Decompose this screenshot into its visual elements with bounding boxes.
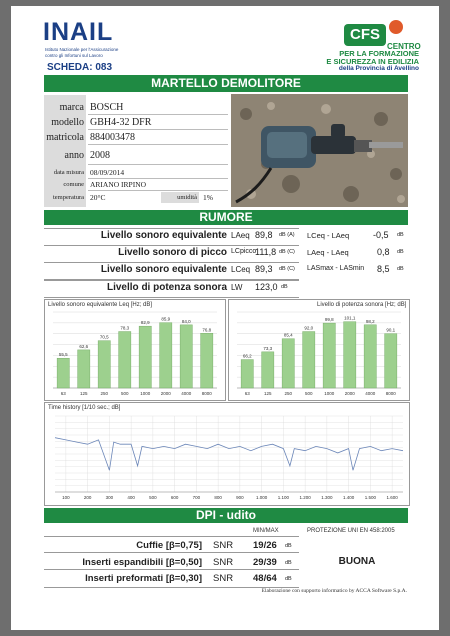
marca-value: BOSCH [90,102,124,113]
matricola-value: 884003478 [90,132,135,143]
inail-org-line1: Istituto Nazionale per l'Assicurazione [45,47,119,52]
cfs-line1: PER LA FORMAZIONE [339,49,419,58]
rumore-row-1-unit: dB (A) [279,232,295,238]
rumore-bar: RUMORE [44,210,408,225]
lw-chart-bar [323,323,335,388]
dpi-row-2-snr: SNR [213,557,234,568]
leq-chart-data-label: 85,9 [161,316,171,322]
datasheet-page [11,6,439,630]
footer-credit: Elaborazione con supporto informatico by ACCA Software S.p.A. [261,588,407,594]
rumore-row-2-value: 111,8 [255,247,277,257]
rumore-lw-symbol: LW [231,283,243,292]
cfs-logo: CFS [344,24,386,46]
dpi-row-3-label: Inserti preformati [β=0,30] [85,573,202,584]
leq-chart-title: Livello sonoro equivalente Leq [Hz; dB] [48,302,153,308]
time-history-tick-label: 300 [105,495,114,500]
comune-line [88,190,228,191]
leq-chart-bar [98,341,110,388]
leq-bar-chart-box [44,299,226,401]
rumore-row-3-label: Livello sonoro equivalente [100,264,227,275]
data-value: 08/09/2014 [90,168,125,177]
rumore-row-2-diff-label: LAeq - LAeq [307,248,349,257]
time-history-title: Time history [1/10 sec.; dB] [48,405,121,411]
dpi-row-3-snr: SNR [213,573,234,584]
lw-bar-chart [229,308,409,400]
rumore-row-3-value: 89,3 [255,264,273,274]
title-bar: MARTELLO DEMOLITORE [44,75,408,92]
lw-chart-tick-label: 125 [263,391,272,396]
rumore-row-1-diff-unit: dB [397,232,404,238]
lw-chart-data-label: 66,2 [242,353,252,359]
lw-chart-data-label: 98,2 [365,318,375,324]
cfs-line3: della Provincia di Avellino [338,65,419,72]
lw-chart-tick-label: 1000 [324,391,335,396]
lw-chart-tick-label: 4000 [365,391,376,396]
lw-chart-tick-label: 2000 [344,391,355,396]
time-history-tick-label: 400 [127,495,135,500]
leq-chart-tick-label: 250 [100,391,109,396]
rumore-row-3-diff-value: 8,5 [377,264,390,274]
time-history-tick-label: 700 [192,495,201,500]
rumore-lw-value: 123,0 [255,282,278,292]
modello-value: GBH4-32 DFR [90,117,152,128]
rumore-lw-unit: dB [281,284,288,290]
matricola-label: matricola [46,132,84,143]
inail-org-line2: contro gli Infortuni sul Lavoro [45,53,103,58]
marca-line [88,114,228,115]
time-history-tick-label: 1.300 [321,495,333,500]
time-history-tick-label: 600 [170,495,179,500]
dpi-protezione-result: BUONA [338,556,376,567]
comune-value: ARIANO IRPINO [90,180,147,189]
leq-chart-tick-label: 2000 [160,391,171,396]
dpi-bar: DPI - udito [44,508,408,523]
dpi-minmax-header: MIN/MAX [253,528,279,534]
rumore-row-2-diff-unit: dB [397,249,404,255]
dpi-row-divider-2 [44,569,299,570]
rumore-lw-label: Livello di potenza sonora [106,282,227,293]
marca-label: marca [59,102,84,113]
lw-chart-title: Livello di potenza sonora [Hz; dB] [317,302,407,308]
leq-chart-data-label: 62,6 [79,343,89,349]
lw-chart-data-label: 92,0 [304,325,314,331]
lw-chart-data-label: 101,1 [344,315,356,321]
time-history-tick-label: 1.500 [364,495,377,500]
temperatura-value: 20°C [90,193,106,202]
data-label: data misura [53,169,84,176]
lw-chart-tick-label: 250 [284,391,293,396]
data-line [88,178,228,179]
leq-chart-bar [201,333,213,388]
rumore-row-1-symbol: LAeq [231,231,250,240]
lw-chart-bar [282,339,294,388]
leq-chart-data-label: 84,0 [181,318,191,324]
time-history-box [44,402,410,506]
time-history-tick-label: 1.200 [299,495,311,500]
leq-chart-tick-label: 125 [79,391,88,396]
lw-chart-tick-label: 8000 [385,391,396,396]
dpi-row-2-unit: dB [285,560,292,566]
leq-chart-bar [57,358,69,388]
scheda-number: SCHEDA: 083 [47,62,113,73]
anno-line [88,164,228,165]
lw-bar-chart-box [228,299,410,401]
anno-label: anno [64,150,84,161]
time-history-chart [45,412,409,505]
dpi-row-3-unit: dB [285,576,292,582]
leq-chart-data-label: 76,8 [202,327,212,333]
cfs-mark-icon [389,20,403,34]
lw-chart-bar [344,322,356,388]
modello-line [88,129,228,130]
time-history-tick-label: 1.000 [255,495,268,500]
time-history-tick-label: 800 [214,495,222,500]
rumore-row-1-diff-value: -0,5 [373,230,389,240]
dpi-row-divider-1 [44,552,299,553]
dpi-row-2-label: Inserti espandibili [β=0,50] [82,557,202,568]
lw-chart-data-label: 99,8 [324,317,334,323]
time-history-tick-label: 1.100 [277,495,290,500]
rumore-row-2-label: Livello sonoro di picco [118,247,227,258]
cfs-centro: CENTRO [387,42,421,51]
dpi-protezione-header: PROTEZIONE UNI EN 458:2005 [307,528,395,534]
time-history-tick-label: 500 [149,495,157,500]
leq-chart-data-label: 82,9 [140,320,150,326]
matricola-line [88,144,228,145]
lw-chart-bar [364,325,376,388]
time-history-tick-label: 900 [236,495,244,500]
rumore-row-1-diff-label: LCeq - LAeq [307,231,350,240]
lw-chart-bar [241,360,253,388]
lw-chart-data-label: 90,1 [386,327,396,333]
rumore-row-1-label: Livello sonoro equivalente [100,230,227,241]
umidita-value: 1% [203,193,213,202]
time-history-tick-label: 200 [83,495,92,500]
inail-logo: INAIL [43,18,114,46]
leq-chart-bar [139,326,151,388]
lw-chart-bar [262,352,274,388]
anno-value: 2008 [90,150,110,161]
leq-chart-data-label: 55,5 [58,352,68,358]
time-history-tick-label: 100 [62,495,70,500]
leq-chart-data-label: 78,3 [120,325,130,331]
leq-chart-bar [160,323,172,388]
leq-chart-bar [180,325,192,388]
dpi-row-3-value: 48/64 [253,573,277,584]
time-history-tick-label: 1.600 [386,495,398,500]
lw-chart-bar [303,332,315,388]
leq-chart-tick-label: 500 [120,391,129,396]
dpi-row-1-snr: SNR [213,540,234,551]
rumore-row-1-value: 89,8 [255,230,273,240]
lw-chart-data-label: 73,3 [263,345,273,351]
comune-label: comune [63,181,84,188]
leq-chart-data-label: 70,5 [99,334,109,340]
dpi-row-1-label: Cuffie [β=0,75] [136,540,202,551]
lw-chart-tick-label: 500 [304,391,313,396]
rumore-row-3-diff-unit: dB [397,266,404,272]
lw-chart-bar [385,334,397,388]
rumore-row-2-diff-value: 0,8 [377,247,390,257]
rumore-row-2-symbol: LCpicco [231,248,257,255]
rumore-row-2-unit: dB (C) [279,249,295,255]
leq-chart-bar [78,350,90,388]
tool-photo [231,94,408,207]
lw-chart-tick-label: 63 [244,391,250,396]
modello-label: modello [51,117,84,128]
rumore-row-3-diff-label: LASmax - LASmin [307,265,365,272]
leq-chart-tick-label: 8000 [201,391,212,396]
dpi-row-1-unit: dB [285,543,292,549]
rumore-row-3-symbol: LCeq [231,265,251,274]
umidita-label: umidità [177,194,197,201]
dpi-row-1-value: 19/26 [253,540,277,551]
temperatura-label: temperatura [52,194,84,201]
rumore-row-3-unit: dB (C) [279,266,295,272]
dpi-row-2-value: 29/39 [253,557,277,568]
lw-chart-data-label: 85,4 [283,332,293,338]
time-history-tick-label: 1.400 [342,495,355,500]
leq-chart-tick-label: 1000 [140,391,151,396]
leq-chart-bar [119,332,131,388]
leq-chart-tick-label: 4000 [181,391,192,396]
leq-chart-tick-label: 63 [60,391,66,396]
cfs-line2: E SICUREZZA IN EDILIZIA [326,57,419,66]
leq-bar-chart [45,308,225,400]
